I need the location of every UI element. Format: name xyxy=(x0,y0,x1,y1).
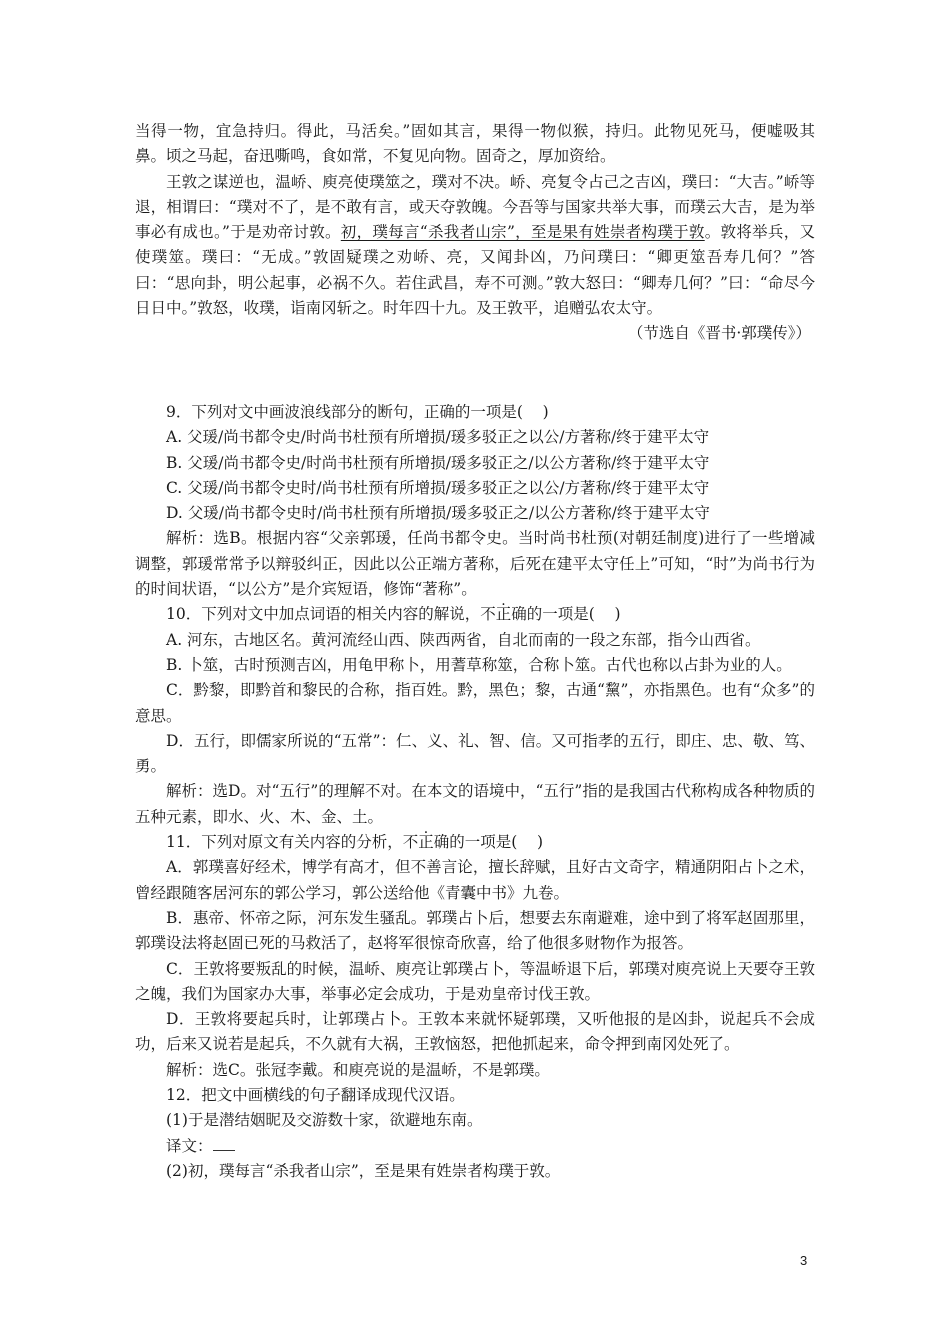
question-10-stem xyxy=(135,602,815,627)
source-citation: （节选自《晋书·郭璞传》） xyxy=(627,324,811,343)
underlined-sentence: 初，璞每言“杀我者山宗”，至是果有姓崇者构璞于敦 xyxy=(340,223,705,242)
q10-option-b: B. 卜筮，古时预测吉凶，用龟甲称卜，用蓍草称筮，合称卜筮。古代也称以占卦为业的人。 xyxy=(166,655,792,674)
q9-option-d: D. 父瑗/尚书都令史时/尚书杜预有所增损/瑗多驳正之/以公方著称/终于建平太守 xyxy=(166,504,710,523)
stem-close: ) xyxy=(537,833,544,852)
answer-blank[interactable] xyxy=(213,1138,235,1151)
stem-text: 10．下列对文中加点词语的相关内容的解说， xyxy=(166,605,481,624)
q9-analysis: 解析：选B。根据内容“父亲郭瑗，任尚书都令史。当时尚书杜预(对朝廷制度)进行了一些增减调整，郭瑗常常予以辩驳纠正，因此以公正端方著称，后死在建平太守任上”可知，“时”为尚书行为的时间状语，“以公方”是介宾短语，修饰“著称”。 xyxy=(135,529,815,599)
q10-option-d: D．五行，即儒家所说的“五常”：仁、义、礼、智、信。又可指孝的五行，即庄、忠、敬、笃、勇。 xyxy=(135,731,815,776)
q11-option-c: C．王敦将要叛乱的时候，温峤、庾亮让郭璞占卜，等温峤退下后，郭璞对庾亮说上天要夺王敦之魄，我们为国家办大事，举事必定会成功，于是劝皇帝讨伐王敦。 xyxy=(135,959,815,1003)
passage-text: 。敦将举兵，又使璞筮。璞曰：“无成。”敦固疑璞之劝峤、亮，又闻卦凶，乃问璞曰：“卿更筮吾寿几何？”答曰：“思向卦，明公起事，必祸不久。若住武昌，寿不可测。”敦大怒曰：“卿寿几何？”曰：“命尽今日日中。”敦怒，收璞，诣南冈斩之。时年四十九。及王敦平，追赠弘农太守。 xyxy=(135,223,815,318)
stem-text: 11．下列对原文有关内容的分析， xyxy=(166,833,403,852)
page-number: 3 xyxy=(800,1253,808,1268)
q10-option-c: C．黔黎，即黔首和黎民的合称，指百姓。黔，黑色；黎，古通“黧”，亦指黑色。也有“众多”的意思。 xyxy=(135,681,815,725)
stem-text: 正确的一项是( xyxy=(418,833,518,852)
q12-translation-line xyxy=(135,1134,815,1159)
q9-option-a: A. 父瑗/尚书都令史/时尚书杜预有所增损/瑗多驳正之以公/方著称/终于建平太守 xyxy=(166,428,710,447)
passage-paragraph-2 xyxy=(135,170,815,322)
stem-text: 正确的一项是( xyxy=(495,605,595,624)
q10-analysis: 解析：选D。对“五行”的理解不对。在本文的语境中，“五行”指的是我国古代称构成各种物质的五种元素，即水、火、木、金、土。 xyxy=(135,782,815,826)
q11-option-b: B．惠帝、怀帝之际，河东发生骚乱。郭璞占卜后，想要去东南避难，途中到了将军赵固那里，郭璞设法将赵固已死的马救活了，赵将军很惊奇欣喜，给了他很多财物作为报答。 xyxy=(135,908,815,953)
question-9-stem xyxy=(135,400,815,425)
translation-label: 译文： xyxy=(166,1136,213,1155)
q9-option-c: C. 父瑗/尚书都令史时/尚书杜预有所增损/瑗多驳正之以公/方著称/终于建平太守 xyxy=(166,478,710,497)
q11-option-a: A．郭璞喜好经术，博学有高才，但不善言论，擅长辞赋，且好古文奇字，精通阴阳占卜之术，曾经跟随客居河东的郭公学习，郭公送给他《青囊中书》九卷。 xyxy=(135,858,815,902)
stem-close: ) xyxy=(542,403,549,421)
dotted-char: 不 xyxy=(402,833,419,852)
q11-analysis: 解析：选C。张冠李戴。和庾亮说的是温峤，不是郭璞。 xyxy=(166,1060,550,1079)
passage-paragraph-1: 当得一物，宜急持归。得此，马活矣。”固如其言，果得一物似猴，持归。此物见死马，便嘘吸其鼻。顷之马起，奋迅嘶鸣，食如常，不复见向物。固奇之，厚加资给。 xyxy=(135,122,815,166)
question-11-stem xyxy=(135,830,815,855)
dotted-char: 不 xyxy=(480,605,496,624)
question-12-stem: 12．把文中画横线的句子翻译成现代汉语。 xyxy=(166,1086,465,1105)
q12-sentence-2: (2)初，璞每言“杀我者山宗”，至是果有姓崇者构璞于敦。 xyxy=(166,1161,561,1180)
passage-text: 王敦之谋逆也，温峤、庾亮使璞筮之，璞对不决。峤、亮复令占己之吉凶，璞曰：“大吉。”峤等退，相谓曰：“璞对不了，是不敢有言，或天夺敦魄。今吾等与国家共举大事，而璞云大吉，是为举事必有成也。”于是劝帝讨敦。 xyxy=(135,172,815,242)
q12-sentence-1: (1)于是潜结姻昵及交游数十家，欲避地东南。 xyxy=(166,1111,483,1130)
q9-option-b: B. 父瑗/尚书都令史/时尚书杜预有所增损/瑗多驳正之/以公方著称/终于建平太守 xyxy=(166,453,710,472)
stem-close: ) xyxy=(614,605,621,624)
questions xyxy=(135,400,815,1184)
q11-option-d: D．王敦将要起兵时，让郭璞占卜。王敦本来就怀疑郭璞，又听他报的是凶卦，说起兵不会成功，后来又说若是起兵，不久就有大祸，王敦恼怒，把他抓起来，命令押到南冈处死了。 xyxy=(135,1010,815,1054)
q10-option-a: A. 河东，古地区名。黄河流经山西、陕西两省，自北而南的一段之东部，指今山西省。 xyxy=(166,630,761,649)
stem-text: 9．下列对文中画波浪线部分的断句，正确的一项是( xyxy=(166,403,523,421)
passage xyxy=(135,119,815,347)
